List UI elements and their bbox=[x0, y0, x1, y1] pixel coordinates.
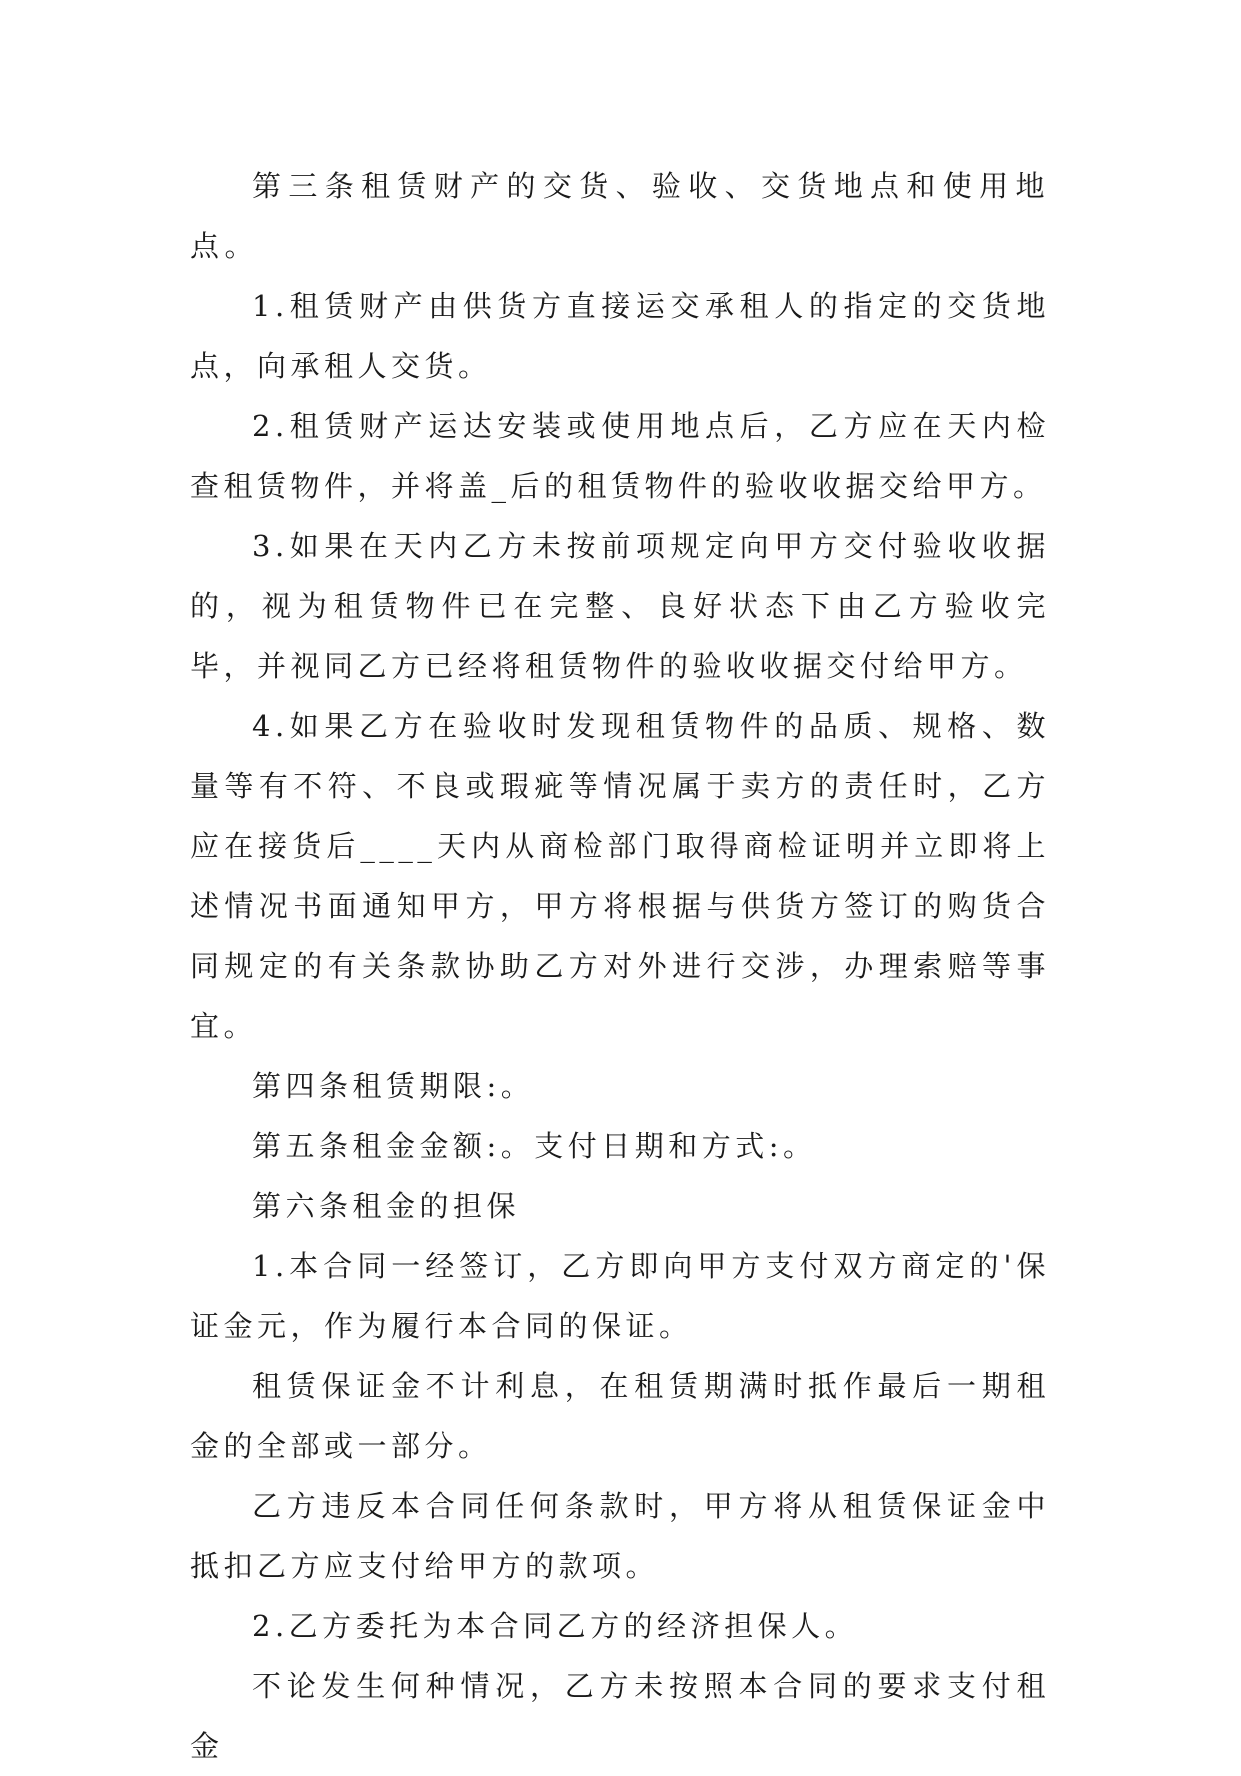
deposit-interest-paragraph: 租赁保证金不计利息，在租赁期满时抵作最后一期租金的全部或一部分。 bbox=[190, 1369, 1050, 1463]
guarantor-paragraph: 不论发生何种情况，乙方未按照本合同的要求支付租金 bbox=[190, 1669, 1050, 1763]
article-4-heading: 第四条租赁期限:。 bbox=[252, 1069, 535, 1103]
deposit-deduction-paragraph: 乙方违反本合同任何条款时，甲方将从租赁保证金中抵扣乙方应支付给甲方的款项。 bbox=[190, 1489, 1050, 1583]
article-6-clause-1: 1.本合同一经签订，乙方即向甲方支付双方商定的'保证金元，作为履行本合同的保证。 bbox=[190, 1249, 1050, 1343]
article-3-clause-3: 3.如果在天内乙方未按前项规定向甲方交付验收收据的，视为租赁物件已在完整、良好状态下由乙方验收完毕，并视同乙方已经将租赁物件的验收收据交付给甲方。 bbox=[190, 529, 1050, 683]
article-3-heading: 第三条租赁财产的交货、验收、交货地点和使用地点。 bbox=[190, 169, 1050, 263]
article-3-clause-2: 2.租赁财产运达安装或使用地点后，乙方应在天内检查租赁物件，并将盖_后的租赁物件的验收收据交给甲方。 bbox=[190, 409, 1050, 503]
document-body bbox=[190, 156, 1050, 1776]
article-3-clause-4: 4.如果乙方在验收时发现租赁物件的品质、规格、数量等有不符、不良或瑕疵等情况属于卖方的责任时，乙方应在接货后____天内从商检部门取得商检证明并立即将上述情况书面通知甲方，甲方将根据与供货方签订的购货合同规定的有关条款协助乙方对外进行交涉，办理索赔等事宜。 bbox=[190, 709, 1050, 1043]
article-6-heading: 第六条租金的担保 bbox=[252, 1189, 521, 1223]
article-6-clause-2: 2.乙方委托为本合同乙方的经济担保人。 bbox=[252, 1609, 859, 1643]
article-3-clause-1: 1.租赁财产由供货方直接运交承租人的指定的交货地点，向承租人交货。 bbox=[190, 289, 1050, 383]
article-5-heading: 第五条租金金额:。支付日期和方式:。 bbox=[252, 1129, 817, 1163]
